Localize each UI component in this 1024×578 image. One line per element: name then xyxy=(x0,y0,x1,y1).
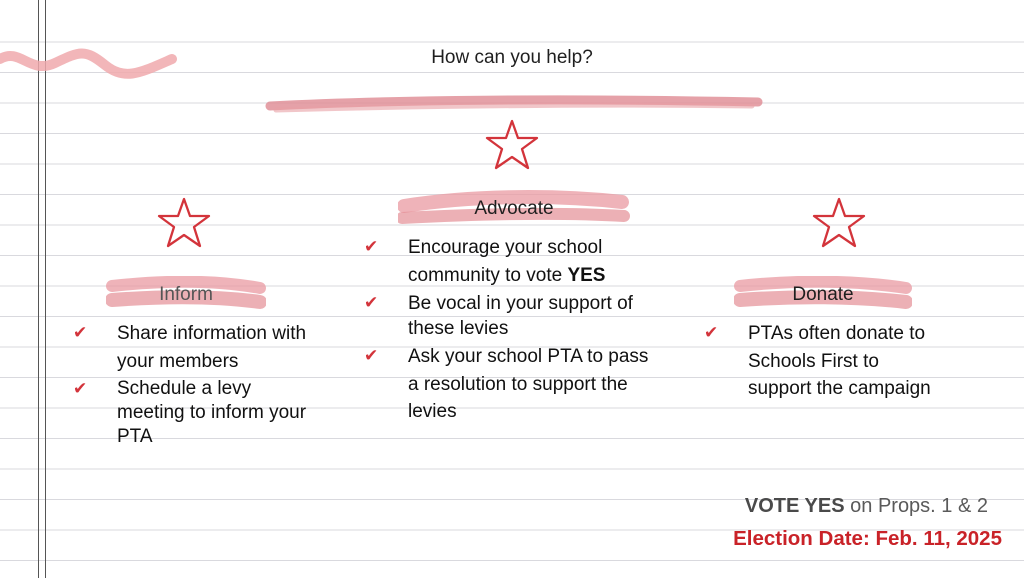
heading-label: Donate xyxy=(792,284,854,305)
item-text: PTAs often donate to Schools First to support the campaign xyxy=(748,323,931,399)
election-date: Election Date: Feb. 11, 2025 xyxy=(733,527,1002,550)
title-underline-brush xyxy=(262,92,766,116)
page-title: How can you help? xyxy=(431,47,593,68)
donate-list xyxy=(704,320,944,405)
star-outline-icon xyxy=(156,196,212,250)
list-item xyxy=(364,343,664,426)
donate-heading xyxy=(734,276,912,316)
vote-props-text: on Props. 1 & 2 xyxy=(844,495,988,517)
list-item xyxy=(364,234,664,289)
item-text: Share information with your members xyxy=(117,323,307,372)
checkmark-icon: ✔ xyxy=(704,323,719,343)
checkmark-icon: ✔ xyxy=(73,379,88,399)
inform-heading xyxy=(106,276,266,316)
list-item xyxy=(364,291,664,341)
item-text: Ask your school PTA to pass a resolution to support the levies xyxy=(408,346,649,422)
checkmark-icon: ✔ xyxy=(364,346,379,366)
star-outline-icon xyxy=(484,118,540,172)
list-item xyxy=(704,320,944,403)
item-emphasis: YES xyxy=(567,264,606,286)
advocate-list xyxy=(364,234,664,428)
heading-label: Advocate xyxy=(474,198,554,219)
advocate-heading xyxy=(398,190,630,230)
margin-line xyxy=(38,0,39,578)
item-text: Be vocal in your support of these levies xyxy=(408,293,633,339)
star-outline-icon xyxy=(811,196,867,250)
checkmark-icon: ✔ xyxy=(73,323,88,343)
vote-yes-line xyxy=(745,495,988,518)
vote-yes-strong: VOTE YES xyxy=(744,495,845,517)
list-item xyxy=(73,377,323,449)
heading-label: Inform xyxy=(159,284,213,305)
inform-list xyxy=(73,320,323,451)
item-text: Schedule a levy meeting to inform your PTA xyxy=(117,378,307,447)
checkmark-icon: ✔ xyxy=(364,237,379,257)
margin-line xyxy=(45,0,46,578)
item-text: Encourage your school community to vote xyxy=(408,237,603,286)
checkmark-icon: ✔ xyxy=(364,293,379,313)
list-item xyxy=(73,320,323,375)
